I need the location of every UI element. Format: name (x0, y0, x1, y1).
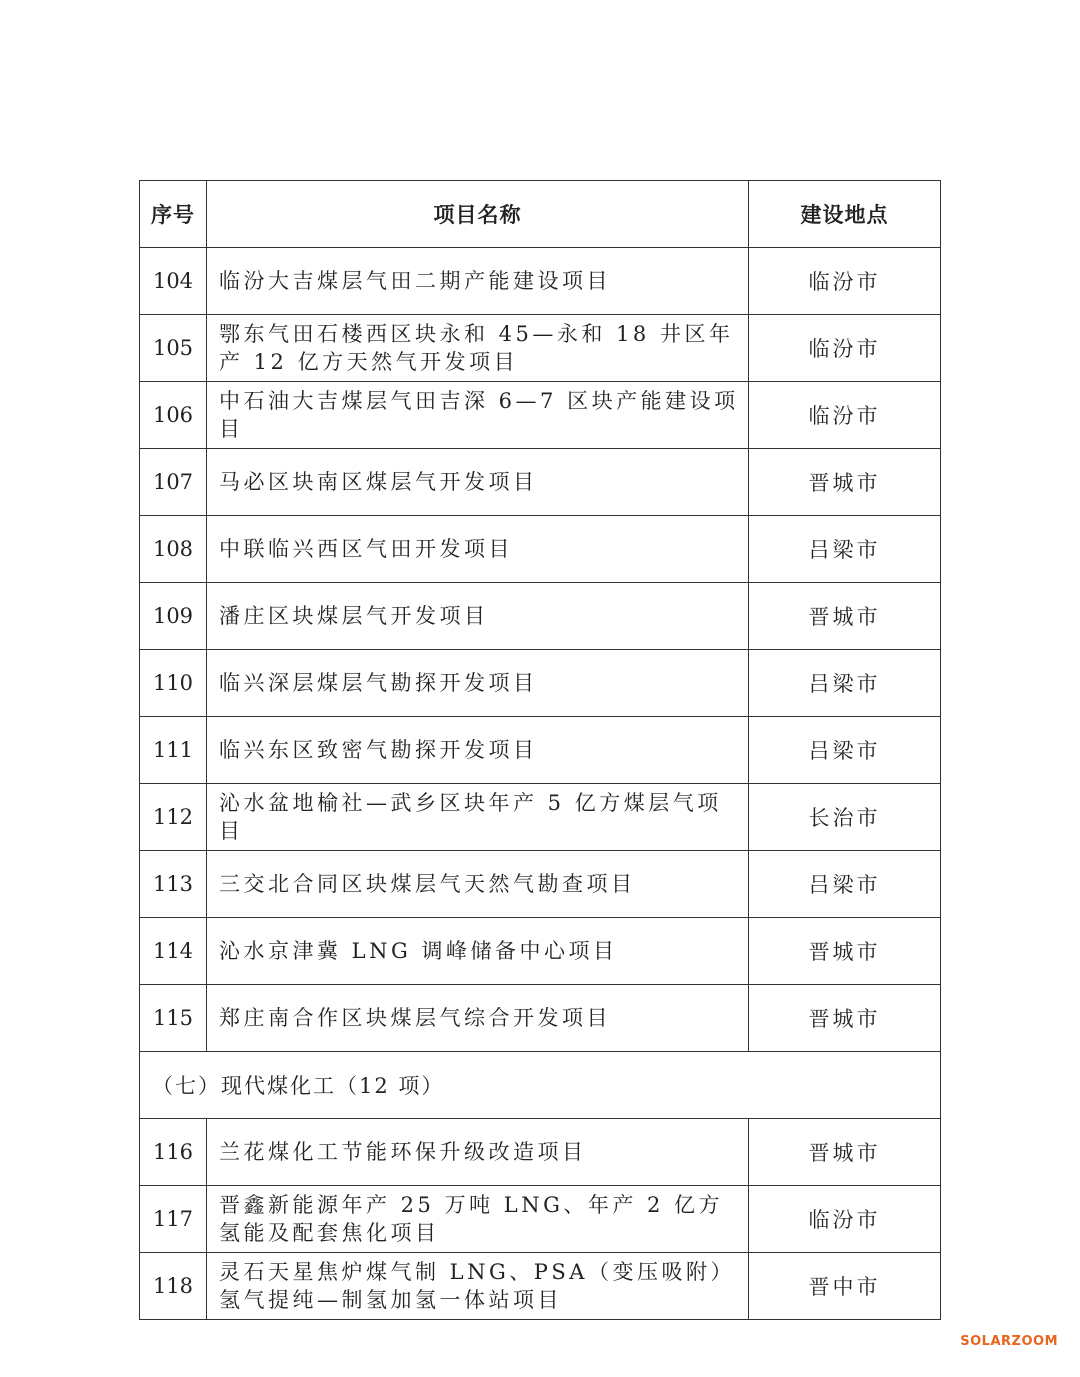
row-no: 110 (140, 650, 207, 717)
section-heading: （七）现代煤化工（12 项） (140, 1052, 941, 1119)
row-location: 吕梁市 (749, 717, 941, 784)
row-location: 吕梁市 (749, 851, 941, 918)
row-location: 晋城市 (749, 583, 941, 650)
row-no: 107 (140, 449, 207, 516)
row-no: 106 (140, 382, 207, 449)
row-location: 晋城市 (749, 918, 941, 985)
row-name: 中联临兴西区气田开发项目 (207, 516, 749, 583)
row-name: 临汾大吉煤层气田二期产能建设项目 (207, 248, 749, 315)
header-name: 项目名称 (207, 181, 749, 248)
table-row (140, 248, 941, 315)
row-name: 兰花煤化工节能环保升级改造项目 (207, 1119, 749, 1186)
row-no: 115 (140, 985, 207, 1052)
row-name: 马必区块南区煤层气开发项目 (207, 449, 749, 516)
row-name: 潘庄区块煤层气开发项目 (207, 583, 749, 650)
table-row (140, 784, 941, 851)
table-row (140, 382, 941, 449)
row-no: 114 (140, 918, 207, 985)
row-location: 临汾市 (749, 1186, 941, 1253)
watermark-logo: SOLARZOOM (960, 1334, 1058, 1349)
project-table (139, 180, 941, 1320)
row-name: 灵石天星焦炉煤气制 LNG、PSA（变压吸附）氢气提纯—制氢加氢一体站项目 (207, 1253, 749, 1320)
row-location: 临汾市 (749, 315, 941, 382)
row-name: 三交北合同区块煤层气天然气勘查项目 (207, 851, 749, 918)
table-row (140, 918, 941, 985)
row-location: 吕梁市 (749, 650, 941, 717)
row-location: 长治市 (749, 784, 941, 851)
row-no: 113 (140, 851, 207, 918)
row-name: 鄂东气田石楼西区块永和 45—永和 18 井区年产 12 亿方天然气开发项目 (207, 315, 749, 382)
header-location: 建设地点 (749, 181, 941, 248)
row-no: 111 (140, 717, 207, 784)
row-name: 晋鑫新能源年产 25 万吨 LNG、年产 2 亿方氢能及配套焦化项目 (207, 1186, 749, 1253)
table-row (140, 583, 941, 650)
row-name: 沁水盆地榆社—武乡区块年产 5 亿方煤层气项目 (207, 784, 749, 851)
row-no: 118 (140, 1253, 207, 1320)
row-no: 117 (140, 1186, 207, 1253)
row-name: 中石油大吉煤层气田吉深 6—7 区块产能建设项目 (207, 382, 749, 449)
row-location: 吕梁市 (749, 516, 941, 583)
table-row (140, 650, 941, 717)
table-row (140, 717, 941, 784)
table-row (140, 1186, 941, 1253)
row-name: 临兴深层煤层气勘探开发项目 (207, 650, 749, 717)
table-row (140, 1253, 941, 1320)
row-location: 临汾市 (749, 382, 941, 449)
row-no: 109 (140, 583, 207, 650)
table-row (140, 516, 941, 583)
row-location: 晋城市 (749, 985, 941, 1052)
row-name: 沁水京津冀 LNG 调峰储备中心项目 (207, 918, 749, 985)
table-row (140, 315, 941, 382)
table-row (140, 449, 941, 516)
row-location: 晋中市 (749, 1253, 941, 1320)
row-no: 108 (140, 516, 207, 583)
row-no: 105 (140, 315, 207, 382)
row-no: 104 (140, 248, 207, 315)
row-location: 晋城市 (749, 449, 941, 516)
row-location: 晋城市 (749, 1119, 941, 1186)
header-row (140, 181, 941, 248)
table-row (140, 1119, 941, 1186)
row-no: 116 (140, 1119, 207, 1186)
section-row (140, 1052, 941, 1119)
row-no: 112 (140, 784, 207, 851)
row-name: 临兴东区致密气勘探开发项目 (207, 717, 749, 784)
row-location: 临汾市 (749, 248, 941, 315)
row-name: 郑庄南合作区块煤层气综合开发项目 (207, 985, 749, 1052)
table-row (140, 985, 941, 1052)
table-row (140, 851, 941, 918)
header-no: 序号 (140, 181, 207, 248)
